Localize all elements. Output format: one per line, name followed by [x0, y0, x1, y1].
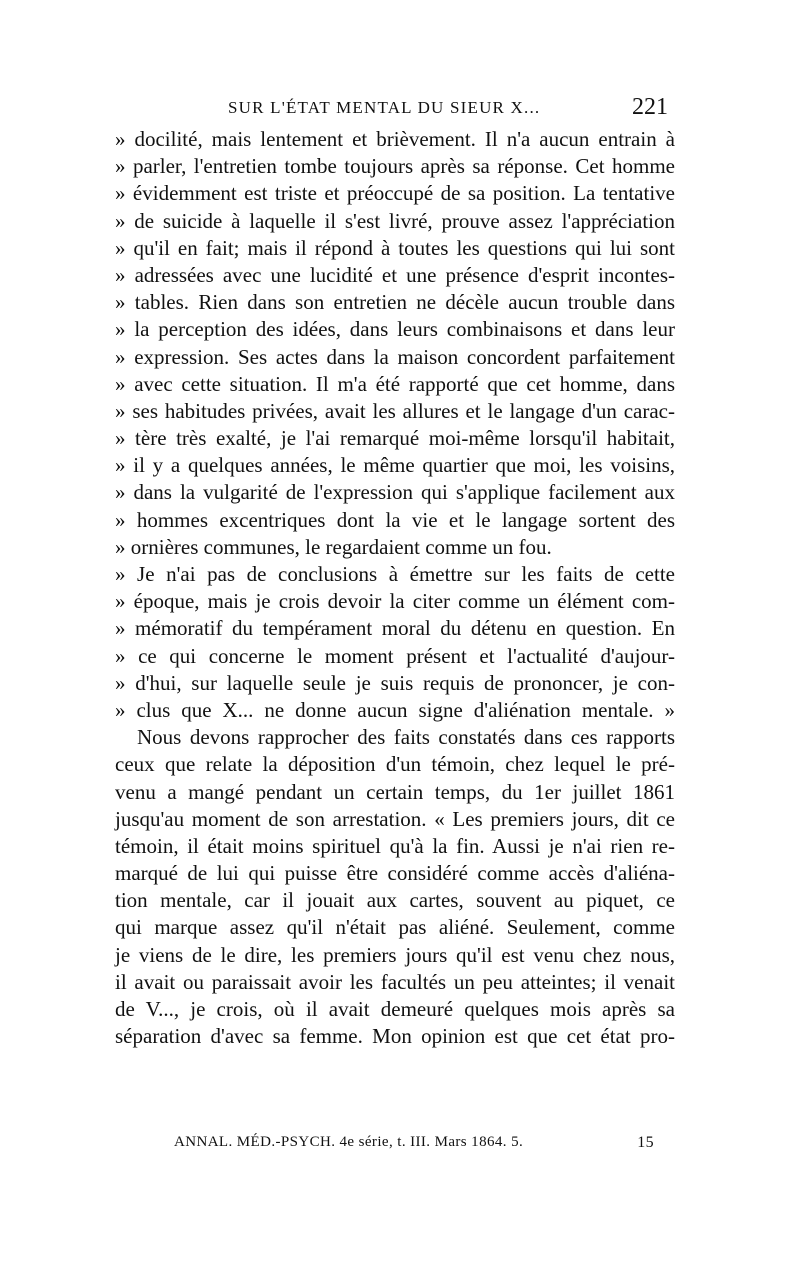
- page-header: [228, 94, 668, 128]
- text-line: ceux que relate la déposition d'un témoin, chez lequel le pré-: [115, 752, 675, 777]
- running-title: SUR L'ÉTAT MENTAL DU SIEUR X...: [228, 98, 541, 117]
- body-text: [115, 126, 675, 1050]
- text-line: venu a mangé pendant un certain temps, du 1er juillet 1861: [115, 779, 675, 804]
- text-line: qui marque assez qu'il n'était pas aliéné. Seulement, comme: [115, 915, 675, 940]
- text-line: » d'hui, sur laquelle seule je suis requis de prononcer, je con-: [115, 670, 675, 695]
- text-line: séparation d'avec sa femme. Mon opinion est que cet état pro-: [115, 1024, 675, 1049]
- text-line: » dans la vulgarité de l'expression qui s'applique facilement aux: [115, 480, 675, 505]
- text-line: » mémoratif du tempérament moral du détenu en question. En: [115, 616, 675, 641]
- text-line: » il y a quelques années, le même quartier que moi, les voisins,: [115, 453, 675, 478]
- text-line: » Je n'ai pas de conclusions à émettre sur les faits de cette: [115, 562, 675, 586]
- text-line: » clus que X... ne donne aucun signe d'aliénation mentale. »: [115, 697, 675, 722]
- text-line: » tables. Rien dans son entretien ne décèle aucun trouble dans: [115, 290, 675, 315]
- text-line: » ce qui concerne le moment présent et l'actualité d'aujour-: [115, 643, 675, 668]
- text-line: » parler, l'entretien tombe toujours après sa réponse. Cet homme: [115, 154, 675, 179]
- text-line: marqué de lui qui puisse être considéré comme accès d'aliéna-: [115, 861, 675, 886]
- text-line: je viens de le dire, les premiers jours qu'il est venu chez nous,: [115, 942, 675, 967]
- text-line: Nous devons rapprocher des faits constatés dans ces rapports: [137, 725, 675, 750]
- text-line: témoin, il était moins spirituel qu'à la fin. Aussi je n'ai rien re-: [115, 833, 675, 858]
- text-line: » tère très exalté, je l'ai remarqué moi-même lorsqu'il habitait,: [115, 426, 675, 451]
- text-line: » la perception des idées, dans leurs combinaisons et dans leur: [115, 317, 675, 342]
- quoted-report: [115, 126, 675, 724]
- text-line: » docilité, mais lentement et brièvement. Il n'a aucun entrain à: [115, 127, 675, 151]
- text-line: » ses habitudes privées, avait les allures et le langage d'un carac-: [115, 398, 675, 423]
- text-line: » avec cette situation. Il m'a été rapporté que cet homme, dans: [115, 371, 675, 396]
- paragraph: [115, 724, 675, 1050]
- text-line: jusqu'au moment de son arrestation. « Les premiers jours, dit ce: [115, 806, 675, 831]
- text-line: il avait ou paraissait avoir les facultés un peu atteintes; il venait: [115, 969, 675, 994]
- text-line: de V..., je crois, où il avait demeuré quelques mois après sa: [115, 997, 675, 1021]
- signature-mark: 15: [637, 1134, 654, 1151]
- text-line: » évidemment est triste et préoccupé de sa position. La tentative: [115, 181, 675, 206]
- text-line: » qu'il en fait; mais il répond à toutes les questions qui lui sont: [115, 235, 675, 260]
- page-number: 221: [632, 94, 668, 120]
- text-line: » époque, mais je crois devoir la citer comme un élément com-: [115, 589, 675, 614]
- text-line: » expression. Ses actes dans la maison concordent parfaitement: [115, 344, 675, 369]
- journal-reference: ANNAL. MÉD.-PSYCH. 4e série, t. III. Mars 1864. 5.: [174, 1134, 524, 1150]
- text-line: tion mentale, car il jouait aux cartes, souvent au piquet, ce: [115, 888, 675, 913]
- text-line: » adressées avec une lucidité et une présence d'esprit incontes-: [115, 262, 675, 287]
- text-line: » ornières communes, le regardaient comme un fou.: [115, 534, 552, 559]
- page-footer: [174, 1134, 654, 1158]
- text-line: » hommes excentriques dont la vie et le langage sortent des: [115, 507, 675, 532]
- text-line: » de suicide à laquelle il s'est livré, prouve assez l'appréciation: [115, 208, 675, 233]
